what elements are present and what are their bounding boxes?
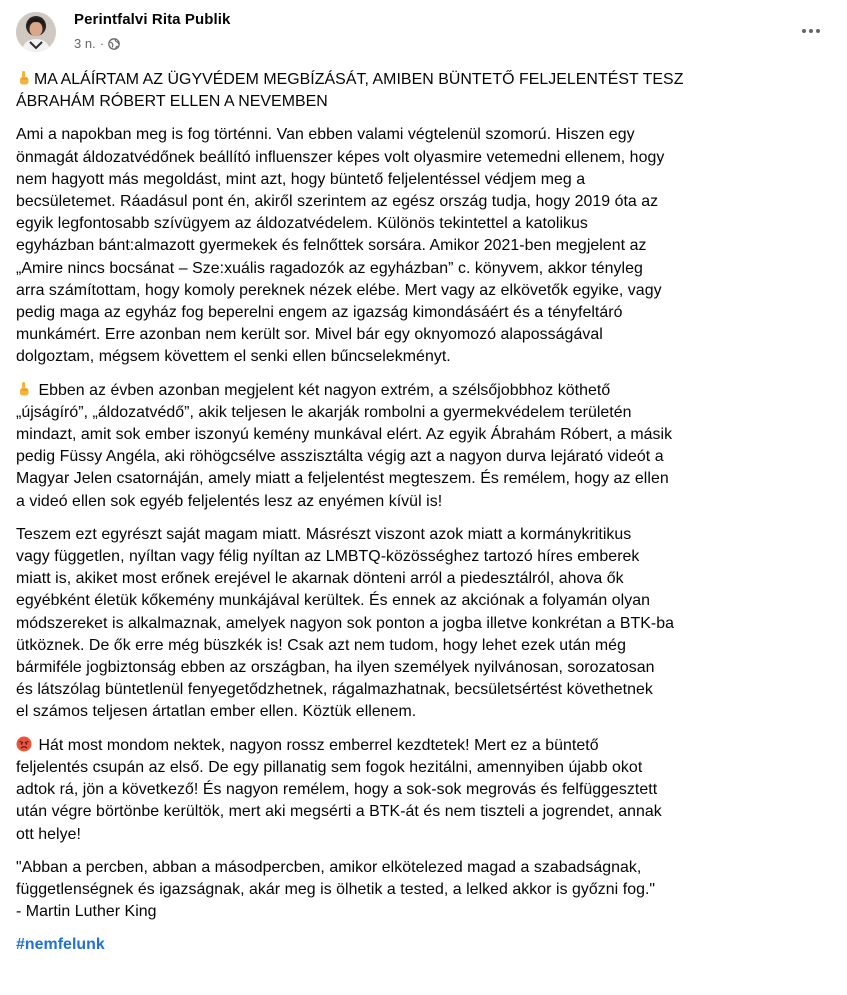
paragraph-4: [16, 735, 828, 846]
headline-text: MA ALÁÍRTAM AZ ÜGYVÉDEM MEGBÍZÁSÁT, AMIBEN BÜNTETŐ FELJELENTÉST TESZ ÁBRAHÁM RÓBERT ELLEN A NEVEMBEN: [16, 71, 684, 111]
index-pointing-up-emoji: [16, 381, 32, 397]
paragraph-1: Ami a napokban meg is fog történni. Van ebben valami végtelenül szomorú. Hiszen egy önmagát áldozatvédőnek beállító influenszer képes volt olyasmire vetemedni ellenem, hogy nem hagyott más megoldást, mint azt, hogy büntető feljelentéssel védjem meg a becsületemet. Ráadásul pont én, akiről szerintem az egész ország tudja, hogy 2019 óta az egyik legfontosabb szívügyem az áldozatvédelem. Különös tekintettel a katolikus egyházban bánt:almazott gyermekek és felnőttek sorsára. Amikor 2021-ben megjelent az „Amire nincs bocsánat – Sze:xuális ragadozók az egyházban” c. könyvem, akkor tényleg arra számítottam, hogy komoly pereknek nézek elébe. Mert vagy az elkövetők egyike, vagy pedig maga az egyház fog beperelni engem az igazság kimondásáért és a tényfeltáró munkámért. Erre azonban nem került sor. Mivel bár egy oknyomozó alaposságával dolgoztam, mégsem követtem el senki ellen bűncselekményt.: [16, 126, 665, 366]
post-header: [16, 9, 831, 61]
post-body: [16, 69, 828, 968]
index-pointing-up-emoji: [16, 70, 32, 86]
hashtag-link[interactable]: #nemfelunk: [16, 936, 105, 954]
angry-face-emoji: [16, 736, 32, 752]
avatar-photo: [16, 12, 56, 52]
post-headline: [16, 69, 828, 113]
paragraph-3: Teszem ezt egyrészt saját magam miatt. Másrészt viszont azok miatt a kormánykritikus vagy független, nyíltan vagy félig nyíltan az LMBTQ-közösséghez tartozó híres emberek miatt is, akiket most erőnek erejével le akarnak dönteni arról a piedesztálról, ahova ők egyébként életük kőkemény munkájával kerültek. És ennek az akciónak a folyamán olyan módszereket is alkalmaznak, amelyek nagyon sok ponton a jogba illetve konkrétan a BTK-ba ütköznek. De ők erre még büszkék is! Csak azt nem tudom, hogy lehet ezek után még bármiféle jogbiztonság ebben az országban, ha ilyen személyek nyilvánosan, sorozatosan és látszólag büntetlenül fenyegetődzhetnek, rágalmazhatnak, becsületsértést követhetnek el számos teljesen ártatlan ember ellen. Köztük ellenem.: [16, 525, 675, 721]
hashtag-line: [16, 934, 828, 956]
post-timestamp[interactable]: 3 n.: [74, 36, 96, 51]
globe-icon[interactable]: [108, 38, 120, 50]
post-meta: [74, 36, 120, 51]
author-avatar[interactable]: [16, 12, 56, 52]
quote-paragraph: "Abban a percben, abban a másodpercben, amikor elkötelezed magad a szabadságnak, függetlenségnek és igazságnak, akár meg is ölhetik a tested, a lelked akkor is győzni fog." - Martin Luther King: [16, 858, 656, 921]
paragraph-2-text: Ebben az évben azonban megjelent két nagyon extrém, a szélsőjobbhoz köthető „újságíró”, „áldozatvédő”, akik teljesen le akarják rombolni a gyermekvédelem területén mindazt, amit sok ember iszonyú kemény munkával elért. Az egyik Ábrahám Róbert, a másik pedig Füssy Angéla, aki röhögcsélve asszisztálta végig azt a nagyon durva lejárató videót a Magyar Jelen csatornáján, amely miatt a feljelentést megteszem. És remélem, hogy az ellen a videó ellen sok egyéb feljelentés lesz az enyémen kívül is!: [16, 381, 673, 510]
meta-separator: ·: [99, 36, 105, 51]
author-name[interactable]: Perintfalvi Rita Publik: [74, 11, 231, 28]
paragraph-2: [16, 380, 828, 513]
more-options-icon[interactable]: [797, 21, 825, 41]
paragraph-4-text: Hát most mondom nektek, nagyon rossz emberrel kezdtetek! Mert ez a büntető feljelentés csupán az első. De egy pillanatig sem fogok hezitálni, amennyiben újabb okot adtok rá, jön a következő! És nagyon remélem, hogy a sok-sok megrovás és felfüggesztett után végre börtönbe kerültök, mert aki megsérti a BTK-át és nem tiszteli a jogrendet, annak ott helye!: [16, 736, 662, 843]
